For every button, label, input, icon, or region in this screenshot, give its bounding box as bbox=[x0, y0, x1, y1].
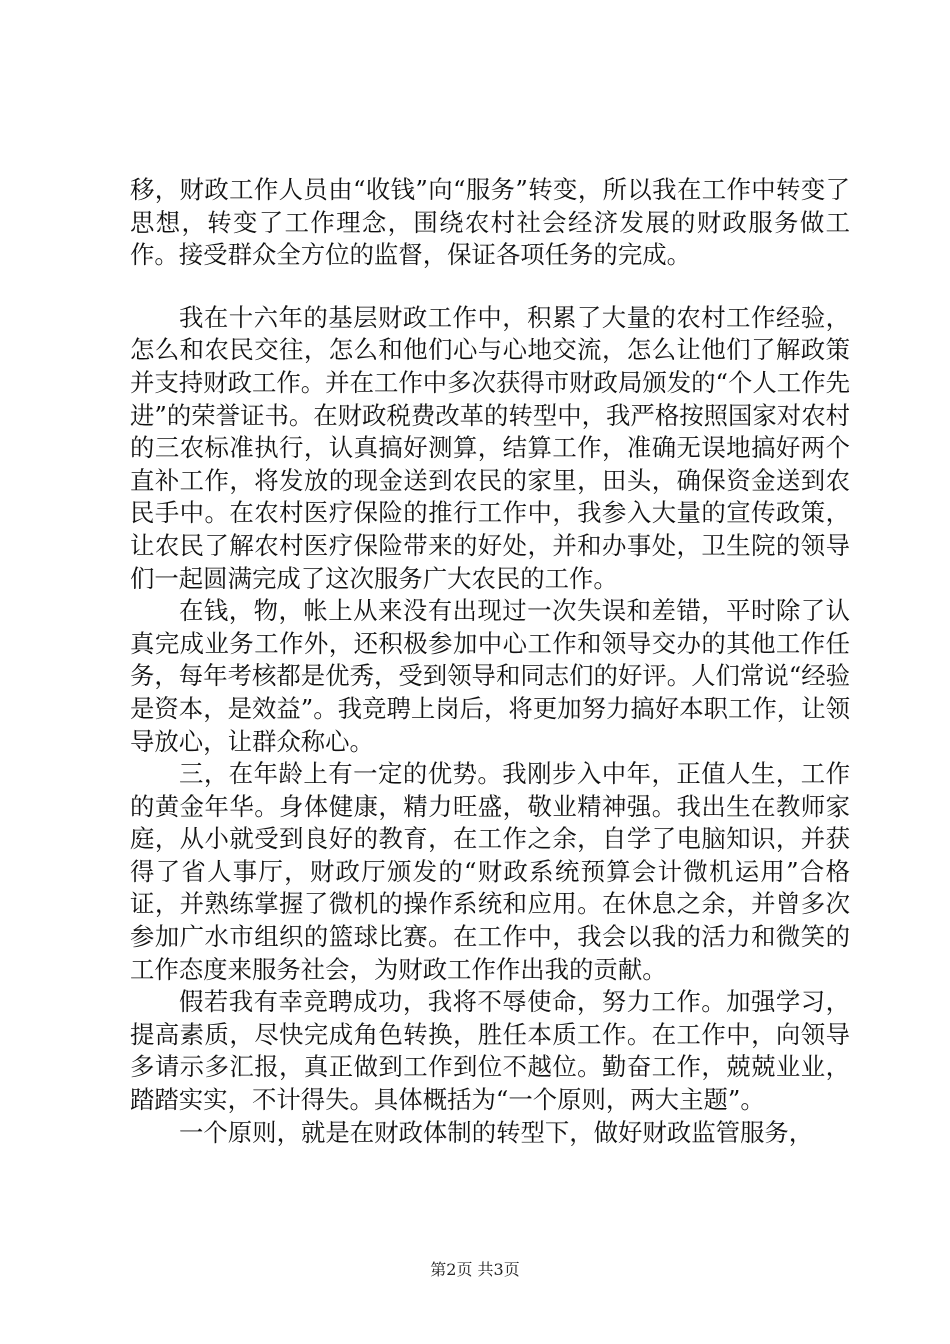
paragraph-principle: 一个原则，就是在财政体制的转型下，做好财政监管服务， bbox=[179, 1117, 814, 1147]
document-body bbox=[130, 174, 850, 1149]
paragraph-age-advantage: 三，在年龄上有一定的优势。我刚步入中年，正值人生，工作的黄金年华。身体健康，精力旺盛，敬业精神强。我出生在教师家庭，从小就受到良好的教育，在工作之余，自学了电脑知识，并获得了省人事厅，财政厅颁发的“财政系统预算会计微机运用”合格证，并熟练掌握了微机的操作系统和应用。在休息之余，并曾多次参加广水市组织的篮球比赛。在工作中，我会以我的活力和微笑的工作态度来服务社会，为财政工作作出我的贡献。 bbox=[130, 759, 850, 984]
paragraph-continued: 移，财政工作人员由“收钱”向“服务”转变，所以我在工作中转变了思想，转变了工作理念，围绕农村社会经济发展的财政服务做工作。接受群众全方位的监督，保证各项任务的完成。 bbox=[130, 175, 850, 270]
paragraph-gap bbox=[130, 272, 850, 302]
paragraph-experience: 我在十六年的基层财政工作中，积累了大量的农村工作经验，怎么和农民交往，怎么和他们心与心地交流，怎么让他们了解政策并支持财政工作。并在工作中多次获得市财政局颁发的“个人工作先进”的荣誉证书。在财政税费改革的转型中，我严格按照国家对农村的三农标准执行，认真搞好测算，结算工作，准确无误地搞好两个直补工作，将发放的现金送到农民的家里，田头，确保资金送到农民手中。在农村医疗保险的推行工作中，我参入大量的宣传政策，让农民了解农村医疗保险带来的好处，并和办事处，卫生院的领导们一起圆满完成了这次服务广大农民的工作。 bbox=[130, 302, 850, 593]
page-number-footer: 第2页 共3页 bbox=[430, 1260, 520, 1279]
paragraph-performance: 在钱，物，帐上从来没有出现过一次失误和差错，平时除了认真完成业务工作外，还积极参加中心工作和领导交办的其他工作任务，每年考核都是优秀，受到领导和同志们的好评。人们常说“经验是资本，是效益”。我竞聘上岗后，将更加努力搞好本职工作，让领导放心，让群众称心。 bbox=[130, 596, 850, 756]
paragraph-commitment: 假若我有幸竞聘成功，我将不辱使命，努力工作。加强学习，提高素质，尽快完成角色转换，胜任本质工作。在工作中，向领导多请示多汇报，真正做到工作到位不越位。勤奋工作，兢兢业业，踏踏实实，不计得失。具体概括为“一个原则，两大主题”。 bbox=[130, 987, 850, 1115]
